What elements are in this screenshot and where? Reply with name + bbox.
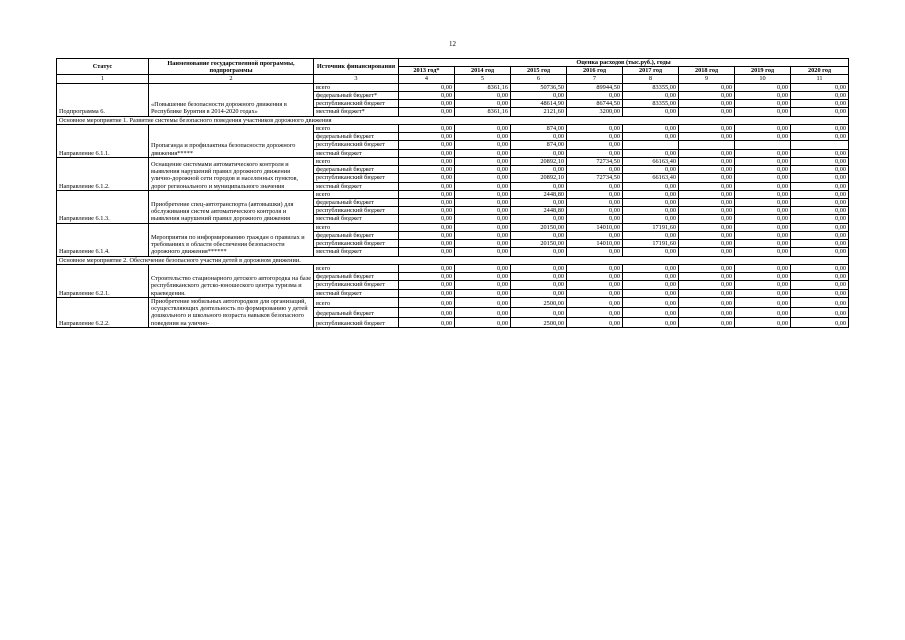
- value-cell: 0,00: [791, 248, 849, 256]
- row-name: Приобретение спец-автотранспорта (автовышки) для обслуживания систем автоматического контроля и выявления нарушений правил дорожного движения: [149, 190, 314, 223]
- value-cell: 0,00: [679, 317, 735, 327]
- row-source: всего: [314, 157, 399, 165]
- value-cell: 0,00: [791, 83, 849, 91]
- value-cell: 874,00: [511, 124, 567, 132]
- header-year: 2017 год: [623, 67, 679, 75]
- value-cell: 0,00: [791, 240, 849, 248]
- value-cell: 0,00: [623, 289, 679, 297]
- value-cell: 0,00: [455, 297, 511, 307]
- header-year: 2020 год: [791, 67, 849, 75]
- value-cell: 0,00: [791, 157, 849, 165]
- value-cell: 0,00: [735, 157, 791, 165]
- row-source: федеральный бюджет: [314, 166, 399, 174]
- value-cell: 0,00: [735, 281, 791, 289]
- value-cell: 0,00: [679, 91, 735, 99]
- row-source: федеральный бюджет: [314, 231, 399, 239]
- value-cell: 0,00: [399, 83, 455, 91]
- value-cell: 0,00: [735, 273, 791, 281]
- value-cell: 0,00: [567, 248, 623, 256]
- value-cell: 0,00: [399, 248, 455, 256]
- column-number: 5: [455, 75, 511, 83]
- value-cell: 0,00: [455, 141, 511, 149]
- row-source: республиканский бюджет: [314, 207, 399, 215]
- value-cell: 0,00: [679, 264, 735, 272]
- value-cell: 0,00: [791, 215, 849, 223]
- header-source: Источник финансирования: [314, 59, 399, 75]
- value-cell: 0,00: [623, 231, 679, 239]
- value-cell: 0,00: [511, 289, 567, 297]
- value-cell: 20892,10: [511, 174, 567, 182]
- value-cell: 0,00: [399, 108, 455, 116]
- value-cell: 0,00: [623, 317, 679, 327]
- value-cell: 2500,00: [511, 297, 567, 307]
- header-estimate: Оценка расходов (тыс.руб.), годы: [399, 59, 849, 67]
- value-cell: 0,00: [791, 190, 849, 198]
- value-cell: 0,00: [679, 307, 735, 317]
- value-cell: 2448,80: [511, 190, 567, 198]
- value-cell: 3200,00: [567, 108, 623, 116]
- value-cell: 0,00: [399, 100, 455, 108]
- header-year: 2016 год: [567, 67, 623, 75]
- value-cell: 0,00: [511, 248, 567, 256]
- row-source: федеральный бюджет: [314, 198, 399, 206]
- value-cell: 0,00: [623, 149, 679, 157]
- column-number: 6: [511, 75, 567, 83]
- column-number: 8: [623, 75, 679, 83]
- value-cell: 8361,16: [455, 83, 511, 91]
- value-cell: 0,00: [399, 317, 455, 327]
- row-source: местный бюджет: [314, 248, 399, 256]
- row-name: Приобретение мобильных автогородков для организаций, осуществляющих деятельность по формированию у детей дошкольного и школьного возраста навыков безопасного поведения на улично-: [149, 297, 314, 327]
- value-cell: 0,00: [455, 264, 511, 272]
- value-cell: 17191,60: [623, 240, 679, 248]
- value-cell: 0,00: [567, 207, 623, 215]
- value-cell: 20150,00: [511, 223, 567, 231]
- row-status: Направление 6.1.1.: [57, 124, 149, 157]
- value-cell: 0,00: [455, 289, 511, 297]
- row-status: Направление 6.2.2.: [57, 297, 149, 327]
- value-cell: 0,00: [567, 182, 623, 190]
- value-cell: 0,00: [623, 124, 679, 132]
- value-cell: 0,00: [455, 182, 511, 190]
- value-cell: 0,00: [735, 133, 791, 141]
- value-cell: 0,00: [455, 231, 511, 239]
- table-row: [57, 124, 849, 132]
- value-cell: 0,00: [791, 133, 849, 141]
- value-cell: 0,00: [791, 317, 849, 327]
- value-cell: 0,00: [791, 289, 849, 297]
- value-cell: 0,00: [735, 215, 791, 223]
- value-cell: 0,00: [455, 124, 511, 132]
- header-name: Наименование государственной программы, подпрограммы: [149, 59, 314, 75]
- value-cell: 0,00: [679, 108, 735, 116]
- value-cell: 0,00: [399, 281, 455, 289]
- column-number: 7: [567, 75, 623, 83]
- value-cell: 0,00: [455, 248, 511, 256]
- row-name: Мероприятия по информированию граждан о правилах и требованиях в области обеспечения безопасности дорожного движения******: [149, 223, 314, 256]
- value-cell: 0,00: [567, 215, 623, 223]
- value-cell: 0,00: [567, 141, 623, 149]
- value-cell: 0,00: [399, 240, 455, 248]
- value-cell: 72734,50: [567, 174, 623, 182]
- row-source: республиканский бюджет: [314, 240, 399, 248]
- value-cell: 0,00: [567, 190, 623, 198]
- value-cell: 0,00: [679, 133, 735, 141]
- row-status: Направление 6.1.3.: [57, 190, 149, 223]
- column-number: 3: [314, 75, 399, 83]
- value-cell: 0,00: [399, 207, 455, 215]
- value-cell: 0,00: [735, 124, 791, 132]
- row-source: республиканский бюджет: [314, 174, 399, 182]
- value-cell: 0,00: [735, 190, 791, 198]
- value-cell: 0,00: [679, 83, 735, 91]
- value-cell: 0,00: [679, 289, 735, 297]
- value-cell: 0,00: [735, 297, 791, 307]
- value-cell: 0,00: [399, 231, 455, 239]
- section-title: Основное мероприятие 2. Обеспечение безопасного участия детей в дорожном движении.: [57, 256, 849, 264]
- row-source: федеральный бюджет: [314, 307, 399, 317]
- value-cell: 0,00: [735, 223, 791, 231]
- value-cell: 0,00: [791, 166, 849, 174]
- row-source: местный бюджет: [314, 182, 399, 190]
- value-cell: 14010,00: [567, 240, 623, 248]
- value-cell: 0,00: [399, 166, 455, 174]
- row-source: всего: [314, 190, 399, 198]
- value-cell: 50736,50: [511, 83, 567, 91]
- value-cell: 0,00: [511, 149, 567, 157]
- table-row: [57, 223, 849, 231]
- value-cell: 0,00: [511, 215, 567, 223]
- table-row: [57, 264, 849, 272]
- value-cell: 0,00: [399, 149, 455, 157]
- value-cell: 0,00: [735, 108, 791, 116]
- column-number: 9: [679, 75, 735, 83]
- value-cell: 0,00: [735, 100, 791, 108]
- row-source: республиканский бюджет: [314, 141, 399, 149]
- value-cell: 0,00: [623, 198, 679, 206]
- column-number: 1: [57, 75, 149, 83]
- value-cell: 0,00: [623, 91, 679, 99]
- value-cell: 0,00: [735, 198, 791, 206]
- value-cell: 0,00: [399, 307, 455, 317]
- value-cell: 0,00: [679, 157, 735, 165]
- value-cell: 0,00: [735, 149, 791, 157]
- value-cell: 0,00: [399, 264, 455, 272]
- column-number: 10: [735, 75, 791, 83]
- value-cell: 66163,40: [623, 174, 679, 182]
- value-cell: 0,00: [735, 317, 791, 327]
- value-cell: 0,00: [455, 317, 511, 327]
- value-cell: 0,00: [623, 166, 679, 174]
- value-cell: 0,00: [735, 264, 791, 272]
- value-cell: 0,00: [399, 223, 455, 231]
- page-number: 12: [449, 40, 456, 48]
- value-cell: 0,00: [455, 133, 511, 141]
- value-cell: 0,00: [567, 289, 623, 297]
- value-cell: 0,00: [399, 157, 455, 165]
- value-cell: 20892,10: [511, 157, 567, 165]
- value-cell: 0,00: [679, 281, 735, 289]
- row-status: Подпрограмма 6.: [57, 83, 149, 116]
- value-cell: 86744,50: [567, 100, 623, 108]
- value-cell: 0,00: [735, 307, 791, 317]
- value-cell: 0,00: [399, 273, 455, 281]
- value-cell: 0,00: [791, 91, 849, 99]
- value-cell: 0,00: [679, 223, 735, 231]
- value-cell: 0,00: [567, 273, 623, 281]
- value-cell: 0,00: [791, 231, 849, 239]
- value-cell: 0,00: [679, 231, 735, 239]
- value-cell: 2500,00: [511, 317, 567, 327]
- value-cell: 0,00: [679, 297, 735, 307]
- value-cell: 0,00: [735, 91, 791, 99]
- row-source: республиканский бюджет: [314, 281, 399, 289]
- row-source: федеральный бюджет*: [314, 91, 399, 99]
- value-cell: 0,00: [511, 307, 567, 317]
- row-status: Направление 6.1.2.: [57, 157, 149, 190]
- value-cell: 0,00: [455, 307, 511, 317]
- value-cell: 0,00: [679, 215, 735, 223]
- row-source: всего: [314, 83, 399, 91]
- table-header: [57, 59, 849, 84]
- table-row: [57, 83, 849, 91]
- value-cell: 0,00: [399, 182, 455, 190]
- value-cell: 0,00: [567, 198, 623, 206]
- header-year: 2015 год: [511, 67, 567, 75]
- value-cell: 0,00: [679, 190, 735, 198]
- row-name: Пропаганда и профилактика безопасности дорожного движения*****: [149, 124, 314, 157]
- row-name: Строительство стационарного детского автогородка на базе республиканского детско-юношеского центра туризма и краеведения.: [149, 264, 314, 297]
- value-cell: 2448,80: [511, 207, 567, 215]
- row-name: Оснащение системами автоматического контроля и выявления нарушений правил дорожного движения улично-дорожной сети городов и населенных пунктов, дорог регионального и муниципального значения: [149, 157, 314, 190]
- value-cell: 0,00: [567, 317, 623, 327]
- value-cell: 0,00: [679, 174, 735, 182]
- row-source: местный бюджет: [314, 289, 399, 297]
- value-cell: 0,00: [399, 174, 455, 182]
- header-year: 2013 год*: [399, 67, 455, 75]
- section-row: [57, 116, 849, 124]
- value-cell: 0,00: [735, 174, 791, 182]
- value-cell: 0,00: [623, 273, 679, 281]
- value-cell: 0,00: [399, 215, 455, 223]
- value-cell: 0,00: [455, 91, 511, 99]
- value-cell: 0,00: [455, 100, 511, 108]
- value-cell: 0,00: [511, 182, 567, 190]
- row-source: всего: [314, 124, 399, 132]
- value-cell: 17191,60: [623, 223, 679, 231]
- value-cell: 0,00: [511, 91, 567, 99]
- value-cell: 0,00: [567, 166, 623, 174]
- table-row: [57, 297, 849, 307]
- value-cell: 0,00: [623, 215, 679, 223]
- value-cell: 0,00: [399, 190, 455, 198]
- value-cell: 0,00: [735, 289, 791, 297]
- row-status: Направление 6.2.1.: [57, 264, 149, 297]
- value-cell: 0,00: [455, 166, 511, 174]
- row-source: всего: [314, 223, 399, 231]
- value-cell: 0,00: [511, 166, 567, 174]
- value-cell: 0,00: [623, 133, 679, 141]
- value-cell: 0,00: [679, 124, 735, 132]
- value-cell: 0,00: [735, 240, 791, 248]
- value-cell: 0,00: [455, 215, 511, 223]
- value-cell: 0,00: [791, 182, 849, 190]
- value-cell: 0,00: [679, 248, 735, 256]
- value-cell: 2121,60: [511, 108, 567, 116]
- value-cell: 0,00: [791, 297, 849, 307]
- value-cell: 72734,50: [567, 157, 623, 165]
- row-source: местный бюджет: [314, 215, 399, 223]
- value-cell: 0,00: [679, 166, 735, 174]
- value-cell: 0,00: [791, 207, 849, 215]
- value-cell: 0,00: [455, 198, 511, 206]
- value-cell: 0,00: [511, 281, 567, 289]
- value-cell: 0,00: [791, 174, 849, 182]
- value-cell: 0,00: [567, 133, 623, 141]
- value-cell: 66163,40: [623, 157, 679, 165]
- value-cell: [623, 141, 679, 149]
- value-cell: 0,00: [567, 264, 623, 272]
- value-cell: 0,00: [455, 149, 511, 157]
- value-cell: 0,00: [399, 297, 455, 307]
- value-cell: 0,00: [791, 108, 849, 116]
- value-cell: 0,00: [735, 182, 791, 190]
- value-cell: 0,00: [791, 198, 849, 206]
- value-cell: 0,00: [511, 231, 567, 239]
- value-cell: 0,00: [455, 157, 511, 165]
- value-cell: 0,00: [791, 281, 849, 289]
- value-cell: 0,00: [679, 182, 735, 190]
- value-cell: 0,00: [399, 133, 455, 141]
- value-cell: 0,00: [791, 100, 849, 108]
- value-cell: [791, 141, 849, 149]
- value-cell: 0,00: [791, 149, 849, 157]
- value-cell: 14010,00: [567, 223, 623, 231]
- value-cell: 0,00: [511, 273, 567, 281]
- value-cell: 0,00: [623, 307, 679, 317]
- value-cell: 0,00: [679, 198, 735, 206]
- row-source: всего: [314, 297, 399, 307]
- value-cell: 0,00: [511, 198, 567, 206]
- row-source: республиканский бюджет: [314, 317, 399, 327]
- row-source: федеральный бюджет: [314, 133, 399, 141]
- value-cell: 0,00: [455, 207, 511, 215]
- column-number: 4: [399, 75, 455, 83]
- value-cell: 0,00: [567, 307, 623, 317]
- value-cell: 0,00: [735, 207, 791, 215]
- value-cell: 0,00: [623, 108, 679, 116]
- value-cell: 0,00: [567, 231, 623, 239]
- value-cell: 0,00: [567, 149, 623, 157]
- value-cell: 0,00: [623, 248, 679, 256]
- section-title: Основное мероприятие 1. Развитие системы безопасного поведения участников дорожного движения: [57, 116, 849, 124]
- value-cell: 0,00: [791, 273, 849, 281]
- value-cell: 0,00: [399, 91, 455, 99]
- value-cell: 0,00: [679, 100, 735, 108]
- value-cell: 0,00: [623, 207, 679, 215]
- value-cell: 0,00: [511, 133, 567, 141]
- table-row: [57, 190, 849, 198]
- value-cell: 0,00: [623, 297, 679, 307]
- value-cell: 83355,00: [623, 83, 679, 91]
- row-source: местный бюджет*: [314, 108, 399, 116]
- column-number: 11: [791, 75, 849, 83]
- table-body: [57, 83, 849, 327]
- value-cell: 0,00: [567, 124, 623, 132]
- table-row: [57, 157, 849, 165]
- header-year: 2014 год: [455, 67, 511, 75]
- value-cell: 48614,90: [511, 100, 567, 108]
- header-year: 2019 год: [735, 67, 791, 75]
- column-numbers-row: [57, 75, 849, 83]
- value-cell: 83355,00: [623, 100, 679, 108]
- value-cell: 0,00: [455, 174, 511, 182]
- value-cell: 0,00: [791, 124, 849, 132]
- value-cell: 0,00: [735, 231, 791, 239]
- value-cell: 0,00: [511, 264, 567, 272]
- column-number: 2: [149, 75, 314, 83]
- value-cell: 0,00: [399, 141, 455, 149]
- row-name: «Повышение безопасности дорожного движения в Республике Бурятия в 2014-2020 годах»: [149, 83, 314, 116]
- value-cell: 0,00: [735, 248, 791, 256]
- value-cell: 8361,16: [455, 108, 511, 116]
- row-status: Направление 6.1.4.: [57, 223, 149, 256]
- header-status: Статус: [57, 59, 149, 75]
- value-cell: 20150,00: [511, 240, 567, 248]
- value-cell: 0,00: [399, 124, 455, 132]
- value-cell: 0,00: [623, 190, 679, 198]
- value-cell: [679, 141, 735, 149]
- value-cell: 0,00: [455, 223, 511, 231]
- row-source: местный бюджет: [314, 149, 399, 157]
- value-cell: 89944,50: [567, 83, 623, 91]
- budget-table: [56, 58, 849, 328]
- value-cell: 0,00: [455, 240, 511, 248]
- section-row: [57, 256, 849, 264]
- value-cell: 0,00: [623, 182, 679, 190]
- value-cell: 0,00: [455, 190, 511, 198]
- value-cell: 0,00: [791, 223, 849, 231]
- value-cell: 874,00: [511, 141, 567, 149]
- value-cell: [735, 141, 791, 149]
- value-cell: 0,00: [679, 149, 735, 157]
- value-cell: 0,00: [791, 264, 849, 272]
- value-cell: 0,00: [735, 83, 791, 91]
- value-cell: 0,00: [623, 281, 679, 289]
- row-source: федеральный бюджет: [314, 273, 399, 281]
- value-cell: 0,00: [791, 307, 849, 317]
- value-cell: 0,00: [679, 273, 735, 281]
- value-cell: 0,00: [567, 91, 623, 99]
- header-year: 2018 год: [679, 67, 735, 75]
- value-cell: 0,00: [455, 273, 511, 281]
- value-cell: 0,00: [679, 240, 735, 248]
- value-cell: 0,00: [399, 289, 455, 297]
- value-cell: 0,00: [399, 198, 455, 206]
- value-cell: 0,00: [567, 297, 623, 307]
- row-source: республиканский бюджет: [314, 100, 399, 108]
- value-cell: 0,00: [735, 166, 791, 174]
- value-cell: 0,00: [567, 281, 623, 289]
- value-cell: 0,00: [455, 281, 511, 289]
- row-source: всего: [314, 264, 399, 272]
- value-cell: 0,00: [679, 207, 735, 215]
- value-cell: 0,00: [623, 264, 679, 272]
